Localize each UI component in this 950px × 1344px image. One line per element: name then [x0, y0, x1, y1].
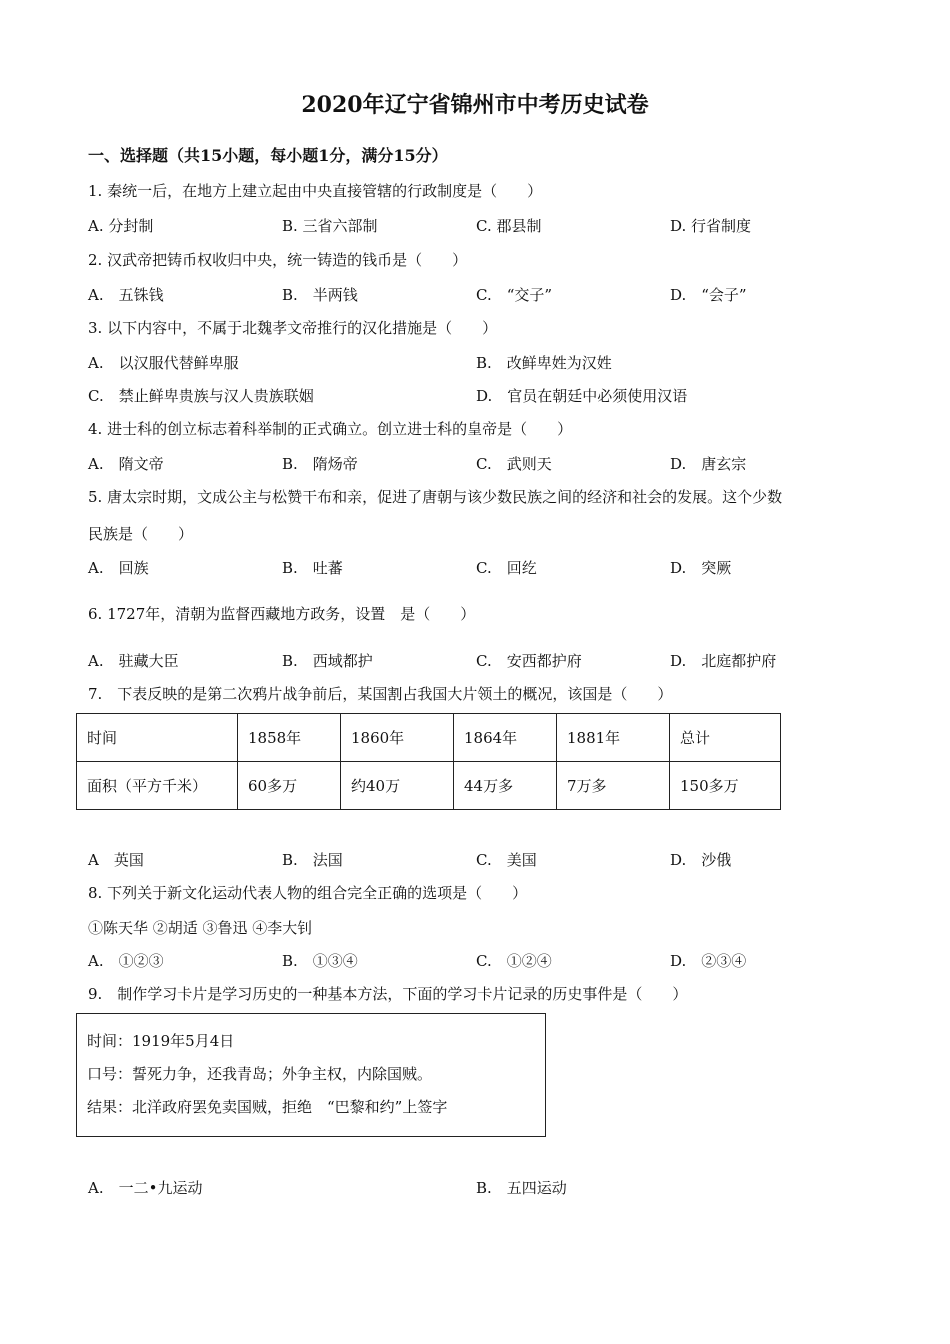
q6-option-d[interactable]: D. 北庭都护府 [670, 652, 777, 670]
question-9: 9. 制作学习卡片是学习历史的一种基本方法，下面的学习卡片记录的历史事件是（ ） [88, 985, 688, 1003]
q7-option-a[interactable]: A 英国 [88, 851, 144, 869]
q7-option-d[interactable]: D. 沙俄 [670, 851, 732, 869]
table-cell: 约40万 [341, 762, 454, 810]
q3-option-b[interactable]: B. 改鲜卑姓为汉姓 [476, 354, 612, 372]
question-7: 7. 下表反映的是第二次鸦片战争前后，某国割占我国大片领土的概况，该国是（ ） [88, 685, 673, 703]
question-4: 4. 进士科的创立标志着科举制的正式确立。创立进士科的皇帝是（ ） [88, 420, 573, 438]
q2-option-b[interactable]: B. 半两钱 [282, 286, 358, 304]
table-row [77, 762, 781, 810]
table-cell: 44万多 [454, 762, 557, 810]
question-6: 6. 1727年，清朝为监督西藏地方政务，设置 是（ ） [88, 605, 476, 623]
q6-option-a[interactable]: A. 驻藏大臣 [88, 652, 179, 670]
q7-option-c[interactable]: C. 美国 [476, 851, 537, 869]
q4-option-a[interactable]: A. 隋文帝 [88, 455, 164, 473]
card-line-slogan: 口号：誓死力争，还我青岛；外争主权，内除国贼。 [87, 1065, 433, 1083]
territory-table [76, 713, 781, 810]
q3-option-d[interactable]: D. 官员在朝廷中必须使用汉语 [476, 387, 688, 405]
question-8-choices: ①陈天华 ②胡适 ③鲁迅 ④李大钊 [88, 919, 313, 937]
table-cell: 面积（平方千米） [77, 762, 238, 810]
table-cell: 1860年 [341, 714, 454, 762]
table-cell: 60多万 [238, 762, 341, 810]
q6-option-c[interactable]: C. 安西都护府 [476, 652, 582, 670]
study-card [76, 1013, 546, 1137]
question-2: 2. 汉武帝把铸币权收归中央，统一铸造的钱币是（ ） [88, 251, 468, 269]
question-3: 3. 以下内容中，不属于北魏孝文帝推行的汉化措施是（ ） [88, 319, 498, 337]
q8-option-a[interactable]: A. ①②③ [88, 952, 164, 970]
q5-option-a[interactable]: A. 回族 [88, 559, 149, 577]
q2-option-c[interactable]: C. “交子” [476, 286, 553, 304]
q2-option-d[interactable]: D. “会子” [670, 286, 747, 304]
q4-option-b[interactable]: B. 隋炀帝 [282, 455, 358, 473]
q9-option-b[interactable]: B. 五四运动 [476, 1179, 567, 1197]
q1-option-a[interactable]: A. 分封制 [88, 217, 154, 235]
q7-option-b[interactable]: B. 法国 [282, 851, 343, 869]
table-cell: 1864年 [454, 714, 557, 762]
table-cell: 1858年 [238, 714, 341, 762]
table-cell: 1881年 [557, 714, 670, 762]
q8-option-b[interactable]: B. ①③④ [282, 952, 358, 970]
q8-option-c[interactable]: C. ①②④ [476, 952, 552, 970]
table-header-row [77, 714, 781, 762]
table-cell: 150多万 [670, 762, 781, 810]
q3-option-c[interactable]: C. 禁止鲜卑贵族与汉人贵族联姻 [88, 387, 314, 405]
table-cell: 时间 [77, 714, 238, 762]
question-5-continued: 民族是（ ） [88, 525, 194, 543]
question-8: 8. 下列关于新文化运动代表人物的组合完全正确的选项是（ ） [88, 884, 528, 902]
q5-option-d[interactable]: D. 突厥 [670, 559, 732, 577]
q1-option-d[interactable]: D. 行省制度 [670, 217, 752, 235]
q2-option-a[interactable]: A. 五铢钱 [88, 286, 164, 304]
q5-option-b[interactable]: B. 吐蕃 [282, 559, 343, 577]
question-1: 1. 秦统一后，在地方上建立起由中央直接管辖的行政制度是（ ） [88, 182, 543, 200]
q3-option-a[interactable]: A. 以汉服代替鲜卑服 [88, 354, 239, 372]
q9-option-a[interactable]: A. 一二•九运动 [88, 1179, 203, 1197]
page-title: 2020年辽宁省锦州市中考历史试卷 [301, 92, 649, 118]
q5-option-c[interactable]: C. 回纥 [476, 559, 537, 577]
q6-option-b[interactable]: B. 西域都护 [282, 652, 373, 670]
q8-option-d[interactable]: D. ②③④ [670, 952, 747, 970]
table-cell: 总计 [670, 714, 781, 762]
q4-option-c[interactable]: C. 武则天 [476, 455, 552, 473]
question-5: 5. 唐太宗时期，文成公主与松赞干布和亲，促进了唐朝与该少数民族之间的经济和社会的发展。这个少数 [88, 488, 783, 506]
section-heading: 一、选择题（共15小题，每小题1分，满分15分） [88, 146, 448, 165]
card-line-result: 结果：北洋政府罢免卖国贼，拒绝 “巴黎和约”上签字 [87, 1098, 448, 1116]
q1-option-c[interactable]: C. 郡县制 [476, 217, 542, 235]
card-line-time: 时间：1919年5月4日 [87, 1032, 235, 1050]
q1-option-b[interactable]: B. 三省六部制 [282, 217, 378, 235]
table-cell: 7万多 [557, 762, 670, 810]
q4-option-d[interactable]: D. 唐玄宗 [670, 455, 747, 473]
